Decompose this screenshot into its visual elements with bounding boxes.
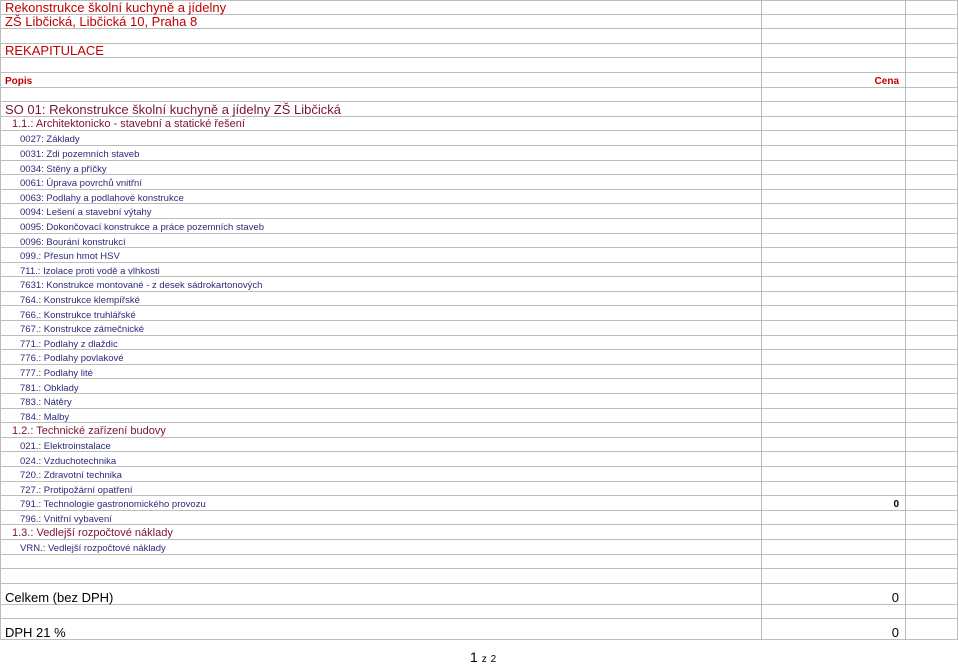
cell-text: 766.: Konstrukce truhlářské [20, 309, 136, 321]
list-item [0, 190, 958, 205]
empty-cell[interactable] [906, 0, 958, 15]
empty-cell[interactable] [906, 102, 958, 117]
description-cell[interactable] [0, 467, 762, 482]
empty-cell[interactable] [906, 525, 958, 540]
description-cell[interactable] [0, 540, 762, 555]
description-cell[interactable] [0, 482, 762, 497]
section-heading [0, 423, 958, 438]
description-cell[interactable] [0, 605, 762, 620]
empty-cell[interactable] [906, 146, 958, 161]
price-cell[interactable] [762, 204, 906, 219]
price-cell[interactable] [762, 605, 906, 620]
list-item [0, 277, 958, 292]
price-cell[interactable] [762, 482, 906, 497]
cell-text: 021.: Elektroinstalace [20, 440, 111, 452]
price-cell[interactable] [762, 117, 906, 132]
list-item [0, 496, 958, 511]
description-cell[interactable] [0, 219, 762, 234]
cell-text: 767.: Konstrukce zámečnické [20, 324, 145, 336]
empty-cell[interactable] [906, 73, 958, 88]
description-cell[interactable] [0, 394, 762, 409]
cell-text: 0094: Lešení a stavební výtahy [20, 207, 152, 219]
description-cell[interactable] [0, 555, 762, 570]
object-heading [0, 102, 958, 117]
empty-cell[interactable] [906, 350, 958, 365]
cell-text: 781.: Obklady [20, 382, 79, 394]
empty-cell[interactable] [906, 204, 958, 219]
empty-cell[interactable] [906, 365, 958, 380]
list-item [0, 438, 958, 453]
cell-text: 7631: Konstrukce montované - z desek sádrokartonových [20, 280, 263, 292]
description-cell[interactable] [0, 190, 762, 205]
description-cell[interactable] [0, 175, 762, 190]
cell-text: 727.: Protipožární opatření [20, 484, 133, 496]
list-item [0, 263, 958, 278]
price-cell[interactable] [762, 73, 906, 88]
list-item [0, 511, 958, 526]
empty-cell[interactable] [906, 44, 958, 59]
cell-text: 796.: Vnitřní vybavení [20, 513, 112, 525]
cell-text: 024.: Vzduchotechnika [20, 455, 117, 467]
price-cell[interactable] [762, 409, 906, 424]
price-cell[interactable] [762, 131, 906, 146]
list-item [0, 306, 958, 321]
list-item [0, 379, 958, 394]
description-cell[interactable] [0, 44, 762, 59]
cell-text: 0061: Úprava povrchů vnitřní [20, 178, 142, 190]
description-cell[interactable] [0, 263, 762, 278]
list-item [0, 394, 958, 409]
cell-text: 0031: Zdi pozemních staveb [20, 149, 140, 161]
cell-text: 0027: Základy [20, 134, 80, 146]
description-cell[interactable] [0, 248, 762, 263]
list-item [0, 336, 958, 351]
price-value: Cena [874, 75, 899, 87]
empty-cell[interactable] [906, 29, 958, 44]
empty-cell[interactable] [906, 438, 958, 453]
cell-text: SO 01: Rekonstrukce školní kuchyně a jídelny ZŠ Libčická [5, 101, 341, 117]
description-cell[interactable] [0, 496, 762, 511]
cell-text: 099.: Přesun hmot HSV [20, 251, 120, 263]
price-cell[interactable] [762, 467, 906, 482]
empty-cell[interactable] [906, 496, 958, 511]
cell-text: Celkem (bez DPH) [5, 589, 114, 605]
list-item [0, 482, 958, 497]
description-cell[interactable] [0, 234, 762, 249]
price-cell[interactable] [762, 88, 906, 103]
empty-cell[interactable] [906, 88, 958, 103]
description-cell[interactable] [0, 379, 762, 394]
description-cell[interactable] [0, 88, 762, 103]
blank-row [0, 88, 958, 103]
title-line-1 [0, 0, 958, 15]
cell-text: 1.3.: Vedlejší rozpočtové náklady [12, 526, 173, 539]
empty-cell[interactable] [906, 175, 958, 190]
price-cell[interactable] [762, 29, 906, 44]
description-cell[interactable] [0, 321, 762, 336]
empty-cell[interactable] [906, 482, 958, 497]
price-cell[interactable] [762, 175, 906, 190]
empty-cell[interactable] [906, 219, 958, 234]
list-item [0, 234, 958, 249]
empty-cell[interactable] [906, 131, 958, 146]
section-heading [0, 117, 958, 132]
empty-cell[interactable] [906, 336, 958, 351]
price-cell[interactable] [762, 511, 906, 526]
price-cell[interactable] [762, 219, 906, 234]
description-cell[interactable] [0, 15, 762, 30]
description-cell[interactable] [0, 511, 762, 526]
description-cell[interactable] [0, 277, 762, 292]
cell-text: Rekonstrukce školní kuchyně a jídelny [5, 0, 227, 15]
description-cell[interactable] [0, 0, 762, 15]
price-cell[interactable] [762, 306, 906, 321]
cell-text: 1.2.: Technické zařízení budovy [12, 424, 166, 437]
price-cell[interactable] [762, 161, 906, 176]
price-cell[interactable] [762, 496, 906, 511]
list-item [0, 321, 958, 336]
price-cell[interactable] [762, 569, 906, 584]
price-cell[interactable] [762, 321, 906, 336]
cell-text: 0096: Bourání konstrukcí [20, 236, 126, 248]
empty-cell[interactable] [906, 15, 958, 30]
description-cell[interactable] [0, 146, 762, 161]
empty-cell[interactable] [906, 190, 958, 205]
description-cell[interactable] [0, 619, 762, 640]
price-cell[interactable] [762, 394, 906, 409]
empty-cell[interactable] [906, 569, 958, 584]
cell-text: 720.: Zdravotní technika [20, 470, 122, 482]
empty-cell[interactable] [906, 511, 958, 526]
cell-text: VRN.: Vedlejší rozpočtové náklady [20, 543, 166, 555]
empty-cell[interactable] [906, 452, 958, 467]
price-cell[interactable] [762, 619, 906, 640]
description-cell[interactable] [0, 525, 762, 540]
page-number: 1 z 2 [470, 649, 497, 665]
empty-cell[interactable] [906, 555, 958, 570]
cell-text: 777.: Podlahy lité [20, 367, 93, 379]
cell-text: Popis [5, 75, 33, 87]
column-header [0, 73, 958, 88]
description-cell[interactable] [0, 102, 762, 117]
price-cell[interactable] [762, 190, 906, 205]
cell-text: DPH 21 % [5, 625, 66, 641]
recap-heading [0, 44, 958, 59]
empty-cell[interactable] [906, 423, 958, 438]
list-item [0, 248, 958, 263]
price-cell[interactable] [762, 525, 906, 540]
list-item [0, 409, 958, 424]
total-without-vat [0, 584, 958, 605]
price-cell[interactable] [762, 423, 906, 438]
price-cell[interactable] [762, 15, 906, 30]
description-cell[interactable] [0, 365, 762, 380]
blank-row [0, 605, 958, 620]
price-value: 0 [893, 498, 899, 510]
price-value: 0 [891, 589, 899, 605]
empty-cell[interactable] [906, 234, 958, 249]
price-cell[interactable] [762, 263, 906, 278]
price-cell[interactable] [762, 292, 906, 307]
price-cell[interactable] [762, 58, 906, 73]
description-cell[interactable] [0, 29, 762, 44]
empty-cell[interactable] [906, 292, 958, 307]
description-cell[interactable] [0, 336, 762, 351]
price-value: 0 [891, 625, 899, 641]
cell-text: 1.1.: Architektonicko - stavební a statické řešení [12, 118, 245, 131]
description-cell[interactable] [0, 350, 762, 365]
description-cell[interactable] [0, 161, 762, 176]
list-item [0, 540, 958, 555]
description-cell[interactable] [0, 423, 762, 438]
empty-cell[interactable] [906, 467, 958, 482]
list-item [0, 292, 958, 307]
price-cell[interactable] [762, 379, 906, 394]
price-cell[interactable] [762, 350, 906, 365]
description-cell[interactable] [0, 292, 762, 307]
description-cell[interactable] [0, 409, 762, 424]
description-cell[interactable] [0, 73, 762, 88]
price-cell[interactable] [762, 336, 906, 351]
description-cell[interactable] [0, 438, 762, 453]
price-cell[interactable] [762, 452, 906, 467]
description-cell[interactable] [0, 117, 762, 132]
price-cell[interactable] [762, 438, 906, 453]
list-item [0, 131, 958, 146]
list-item [0, 467, 958, 482]
list-item [0, 219, 958, 234]
cell-text: 771.: Podlahy z dlaždic [20, 338, 118, 350]
price-cell[interactable] [762, 584, 906, 605]
price-cell[interactable] [762, 555, 906, 570]
total-vat [0, 619, 958, 640]
blank-row [0, 29, 958, 44]
price-cell[interactable] [762, 102, 906, 117]
section-heading [0, 525, 958, 540]
price-cell[interactable] [762, 234, 906, 249]
list-item [0, 204, 958, 219]
empty-cell[interactable] [906, 248, 958, 263]
description-cell[interactable] [0, 204, 762, 219]
cell-text: 783.: Nátěry [20, 397, 72, 409]
list-item [0, 161, 958, 176]
empty-cell[interactable] [906, 321, 958, 336]
blank-row [0, 58, 958, 73]
empty-cell[interactable] [906, 161, 958, 176]
empty-cell[interactable] [906, 117, 958, 132]
description-cell[interactable] [0, 569, 762, 584]
cell-text: 784.: Malby [20, 411, 70, 423]
list-item [0, 175, 958, 190]
price-cell[interactable] [762, 44, 906, 59]
empty-cell[interactable] [906, 379, 958, 394]
description-cell[interactable] [0, 58, 762, 73]
empty-cell[interactable] [906, 58, 958, 73]
price-cell[interactable] [762, 365, 906, 380]
cell-text: 776.: Podlahy povlakové [20, 353, 124, 365]
cell-text: 711.: Izolace proti vodě a vlhkosti [20, 265, 160, 277]
blank-row [0, 569, 958, 584]
list-item [0, 452, 958, 467]
price-cell[interactable] [762, 277, 906, 292]
empty-cell[interactable] [906, 619, 958, 640]
description-cell[interactable] [0, 584, 762, 605]
list-item [0, 146, 958, 161]
empty-cell[interactable] [906, 409, 958, 424]
description-cell[interactable] [0, 131, 762, 146]
price-cell[interactable] [762, 0, 906, 15]
price-cell[interactable] [762, 248, 906, 263]
list-item [0, 350, 958, 365]
price-cell[interactable] [762, 146, 906, 161]
cell-text: 764.: Konstrukce klempířské [20, 294, 140, 306]
price-cell[interactable] [762, 540, 906, 555]
cell-text: REKAPITULACE [5, 43, 104, 59]
empty-cell[interactable] [906, 306, 958, 321]
cell-text: 0034: Stěny a příčky [20, 163, 107, 175]
cell-text: 791.: Technologie gastronomického provozu [20, 499, 206, 511]
empty-cell[interactable] [906, 394, 958, 409]
empty-cell[interactable] [906, 277, 958, 292]
empty-cell[interactable] [906, 584, 958, 605]
cell-text: 0095: Dokončovací konstrukce a práce pozemních staveb [20, 222, 264, 233]
description-cell[interactable] [0, 306, 762, 321]
title-line-2 [0, 15, 958, 30]
empty-cell[interactable] [906, 263, 958, 278]
empty-cell[interactable] [906, 540, 958, 555]
list-item [0, 365, 958, 380]
description-cell[interactable] [0, 452, 762, 467]
cell-text: ZŠ Libčická, Libčická 10, Praha 8 [5, 14, 198, 30]
cell-text: 0063: Podlahy a podlahové konstrukce [20, 192, 184, 204]
blank-row [0, 555, 958, 570]
empty-cell[interactable] [906, 605, 958, 620]
